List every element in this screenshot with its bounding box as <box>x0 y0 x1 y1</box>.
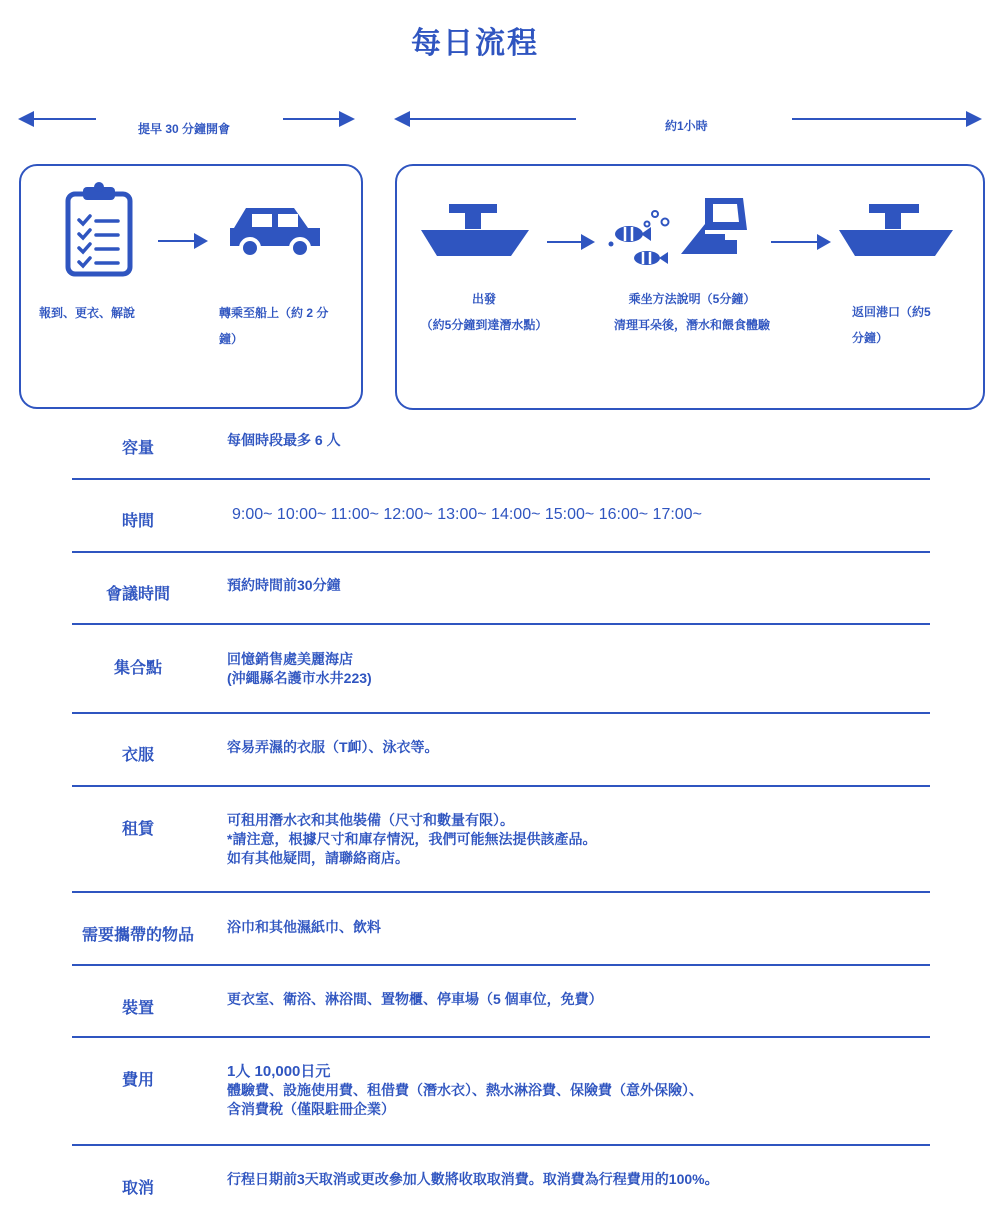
info-row-bring <box>72 893 930 966</box>
info-row-meeting-point <box>72 625 930 714</box>
right-arrow-icon <box>283 118 353 120</box>
row-label: 需要攜帶的物品 <box>81 927 194 944</box>
info-row-fee <box>72 1038 930 1146</box>
scuba-mask-icon <box>677 194 751 264</box>
row-label: 容量 <box>121 440 154 457</box>
info-row-cancel <box>72 1146 930 1206</box>
row-value: 更衣室、衛浴、淋浴間、置物櫃、停車場（5 個車位，免費） <box>227 991 603 1007</box>
boat-icon <box>839 204 955 256</box>
row-value: 回憶銷售處美麗海店 (沖繩縣名護市水井223) <box>227 651 372 686</box>
pre-tour-box <box>19 164 363 409</box>
row-value: 行程日期前3天取消或更改參加人數將收取取消費。取消費為行程費用的100%。 <box>227 1171 719 1187</box>
info-table <box>72 422 930 1206</box>
row-value: 1人 10,000日元 體驗費、設施使用費、租借費（潛水衣）、熱水淋浴費、保險費（意外保險）、 含消費稅（僅限駐冊企業） <box>227 1063 703 1117</box>
left-arrow-icon <box>20 118 96 120</box>
step-return: 返回港口（約5 分鐘） <box>852 305 931 345</box>
step-briefing: 乘坐方法說明（5分鐘） 清理耳朵後，潛水和餵食體驗 <box>613 292 770 332</box>
fish-icon <box>607 208 675 268</box>
info-row-capacity <box>72 422 930 480</box>
row-label: 集合點 <box>113 660 162 677</box>
clipboard-icon <box>65 182 133 277</box>
row-value: 浴巾和其他濕紙巾、飲料 <box>227 919 381 935</box>
row-label: 時間 <box>121 513 154 530</box>
row-label: 費用 <box>121 1072 154 1089</box>
row-label: 租賃 <box>121 821 154 838</box>
step-transfer: 轉乘至船上（約 2 分 鐘） <box>219 306 329 346</box>
step-depart: 出發 （約5分鐘到達潛水點） <box>420 292 548 332</box>
info-row-rental <box>72 787 930 893</box>
left-arrow-icon <box>396 118 576 120</box>
boat-icon <box>421 204 531 256</box>
row-value: 容易弄濕的衣服（T卹）、泳衣等。 <box>227 739 439 755</box>
meeting-time-label: 提早 30 分鐘開會 <box>138 122 231 136</box>
info-row-clothing <box>72 714 930 787</box>
right-arrow-icon <box>792 118 980 120</box>
row-value: 每個時段最多 6 人 <box>227 432 341 448</box>
row-label: 裝置 <box>121 1000 154 1017</box>
row-value: 預約時間前30分鐘 <box>227 577 341 593</box>
row-label: 衣服 <box>121 747 154 764</box>
flow-arrow-icon <box>547 241 593 243</box>
step-checkin: 報到、更衣、解說 <box>39 306 136 320</box>
duration-label: 約1小時 <box>665 119 708 133</box>
info-row-time <box>72 480 930 553</box>
tour-box <box>395 164 985 410</box>
row-value: 可租用潛水衣和其他裝備（尺寸和數量有限）。 *請注意，根據尺寸和庫存情況，我們可能無法提供該產品。 如有其他疑問，請聯絡商店。 <box>227 812 597 866</box>
flow-arrow-icon <box>771 241 829 243</box>
info-row-meeting-time <box>72 553 930 625</box>
info-row-facilities <box>72 966 930 1038</box>
row-label: 會議時間 <box>105 586 170 603</box>
page-title: 每日流程 <box>411 27 539 60</box>
flow-arrow-icon <box>158 240 206 242</box>
row-value: 9:00~ 10:00~ 11:00~ 12:00~ 13:00~ 14:00~ 15:00~ 16:00~ 17:00~ <box>232 506 702 523</box>
car-icon <box>226 206 324 262</box>
row-label: 取消 <box>121 1180 154 1197</box>
